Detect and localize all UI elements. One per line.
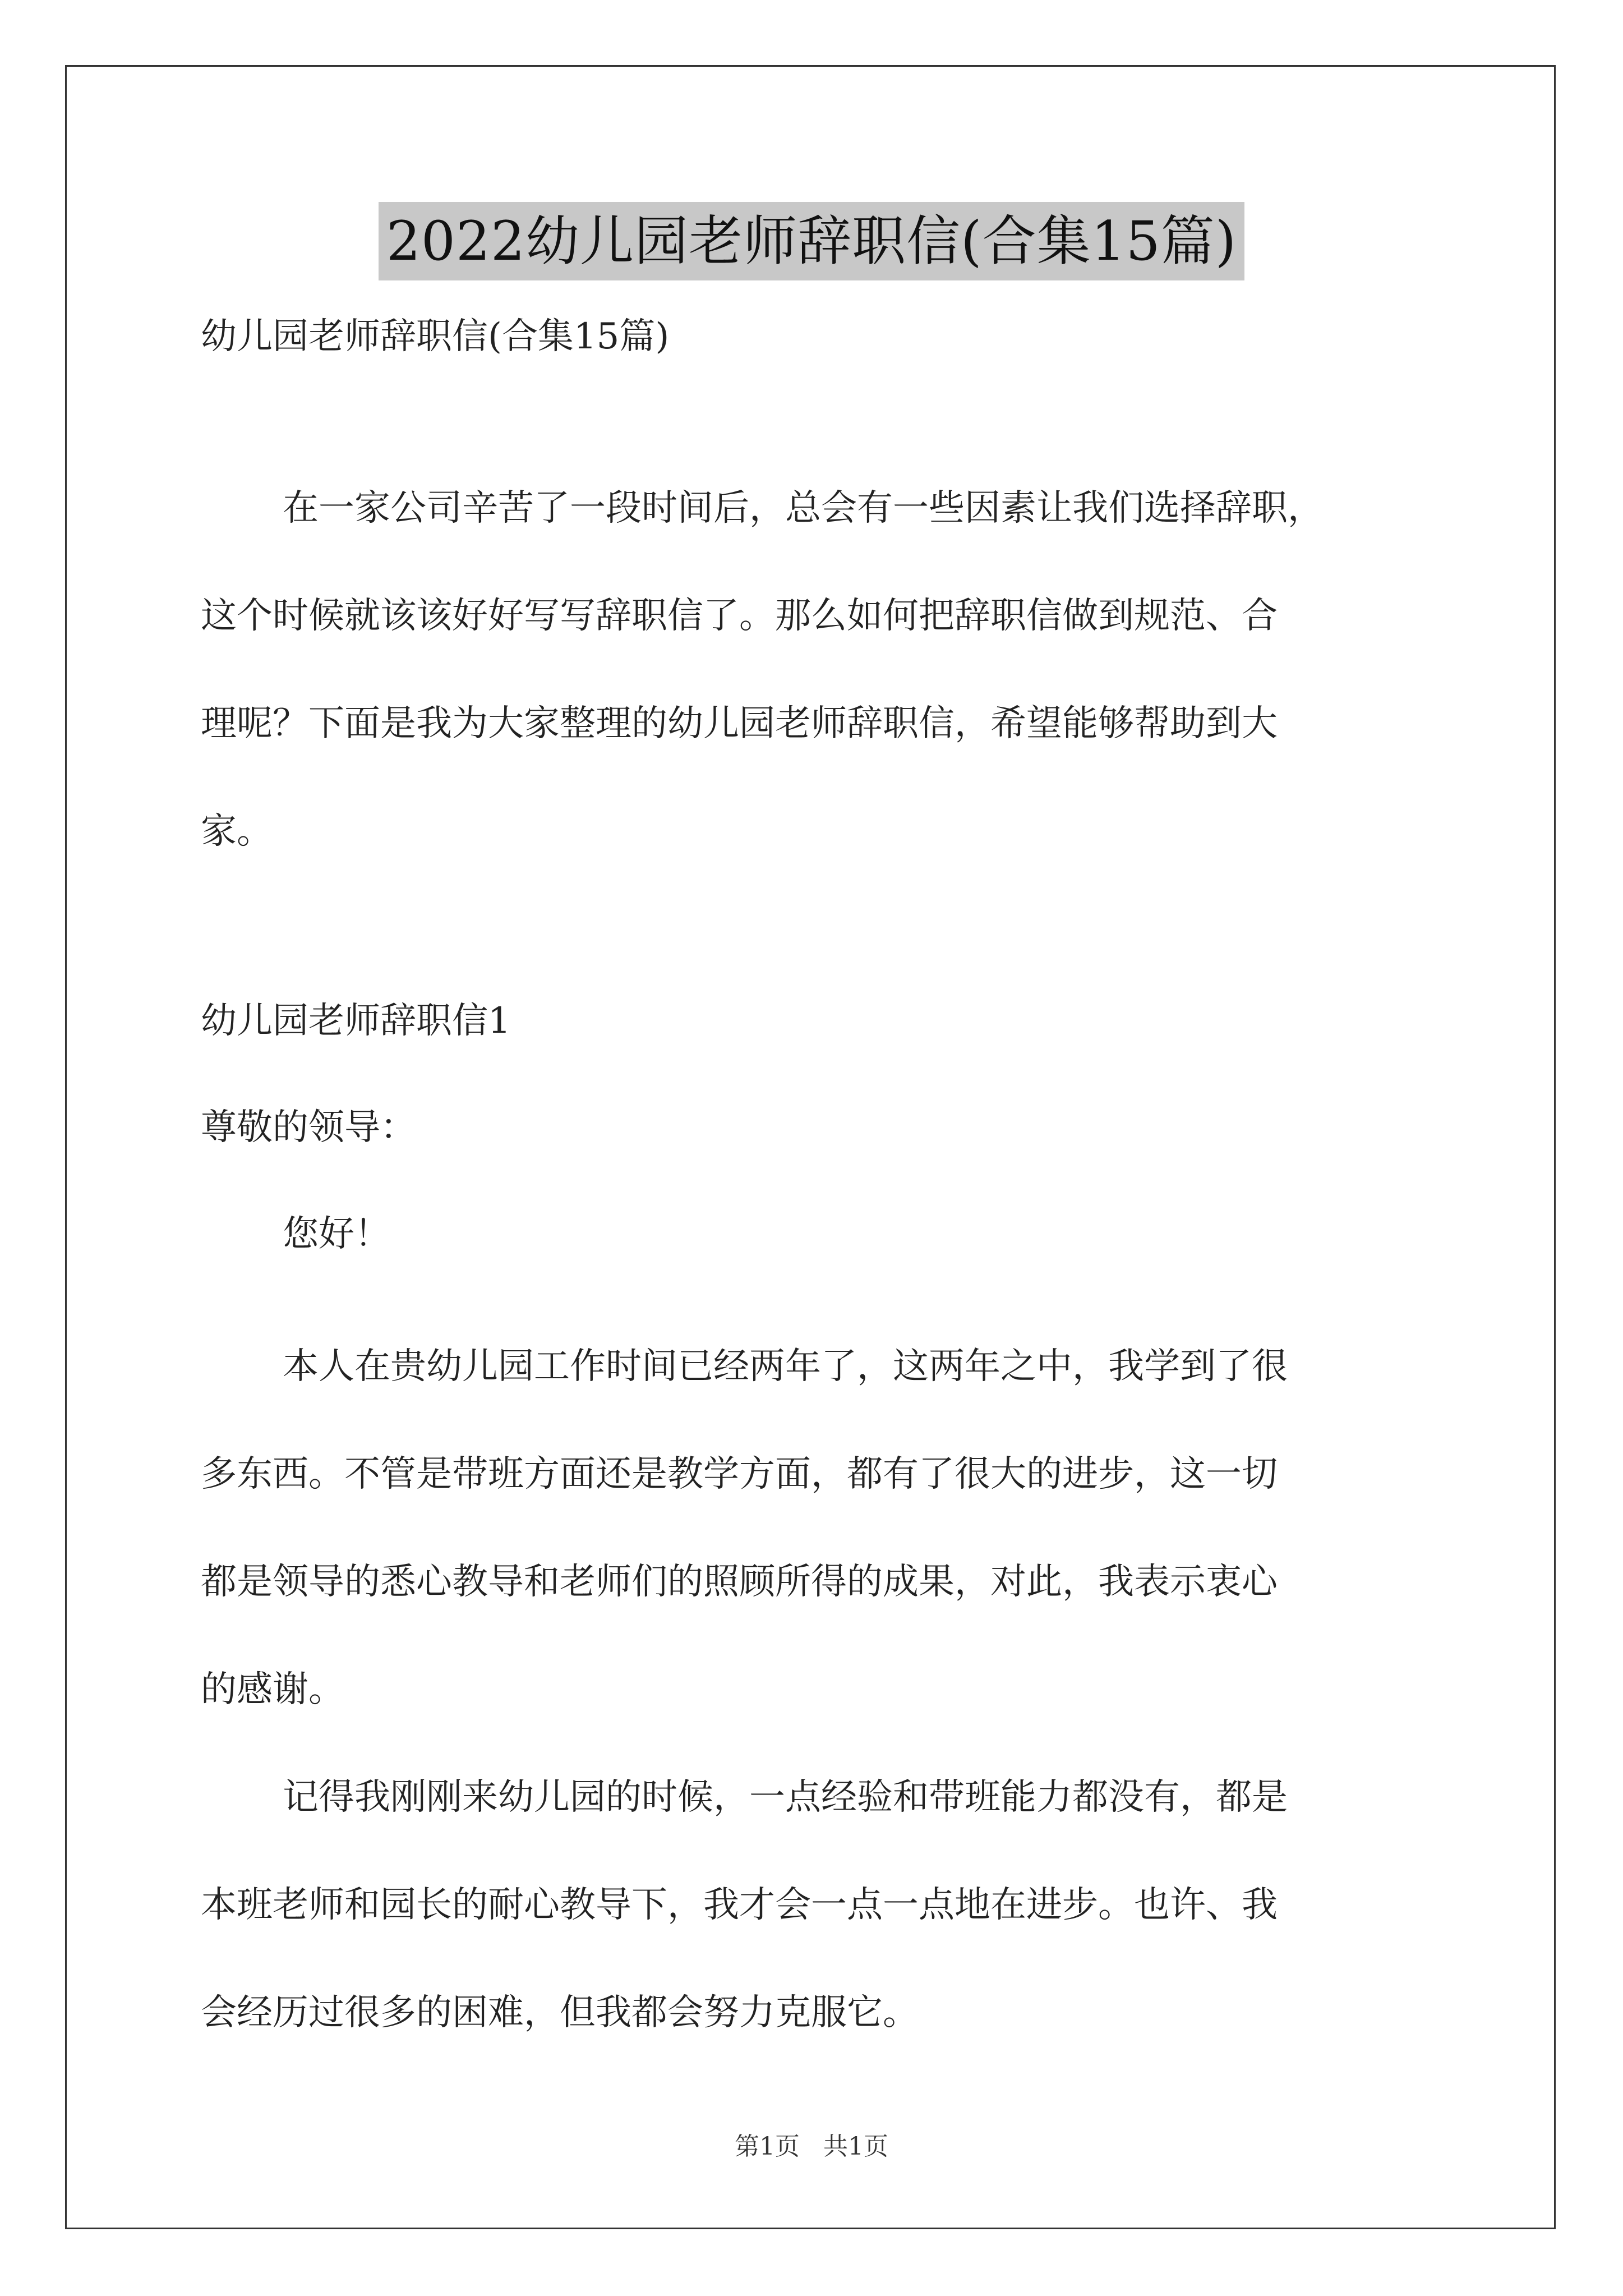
greeting-text: 您好！ (283, 1213, 390, 1255)
intro-line-4: 家。 (201, 811, 273, 852)
subtitle-line: 幼儿园老师辞职信(合集15篇) (201, 316, 670, 357)
para1-line-2: 多东西。不管是带班方面还是教学方面，都有了很大的进步，这一切 (201, 1453, 1278, 1495)
salutation-text: 尊敬的领导： (201, 1107, 416, 1148)
intro-line-1: 在一家公司辛苦了一段时间后，总会有一些因素让我们选择辞职， (283, 487, 1324, 529)
para2-line-1: 记得我刚刚来幼儿园的时候，一点经验和带班能力都没有，都是 (283, 1777, 1288, 1818)
section-heading (201, 993, 1435, 1049)
page-footer (0, 2126, 1623, 2162)
document-subtitle (201, 309, 1435, 365)
intro-line-3: 理呢？下面是我为大家整理的幼儿园老师辞职信，希望能够帮助到大 (201, 703, 1278, 744)
para2-line-3: 会经历过很多的困难，但我都会努力克服它。 (201, 1992, 919, 2033)
intro-line-2: 这个时候就该该好好写写辞职信了。那么如何把辞职信做到规范、合 (201, 595, 1278, 637)
greeting (201, 1206, 1435, 1262)
para1-line-3: 都是领导的悉心教导和老师们的照顾所得的成果，对此，我表示衷心 (201, 1561, 1278, 1603)
salutation (201, 1099, 1435, 1156)
para1-line-4: 的感谢。 (201, 1669, 344, 1710)
document-title-text: 2022幼儿园老师辞职信(合集15篇) (379, 202, 1244, 280)
body-paragraph-2 (201, 1743, 1435, 2067)
page-number: 第1页 共1页 (735, 2132, 888, 2161)
section-heading-text: 幼儿园老师辞职信1 (201, 1000, 511, 1042)
intro-paragraph (201, 454, 1435, 885)
body-paragraph-1 (201, 1313, 1435, 1743)
para1-line-1: 本人在贵幼儿园工作时间已经两年了，这两年之中，我学到了很 (283, 1346, 1288, 1387)
para2-line-2: 本班老师和园长的耐心教导下，我才会一点一点地在进步。也许、我 (201, 1884, 1278, 1926)
document-title (0, 202, 1623, 296)
